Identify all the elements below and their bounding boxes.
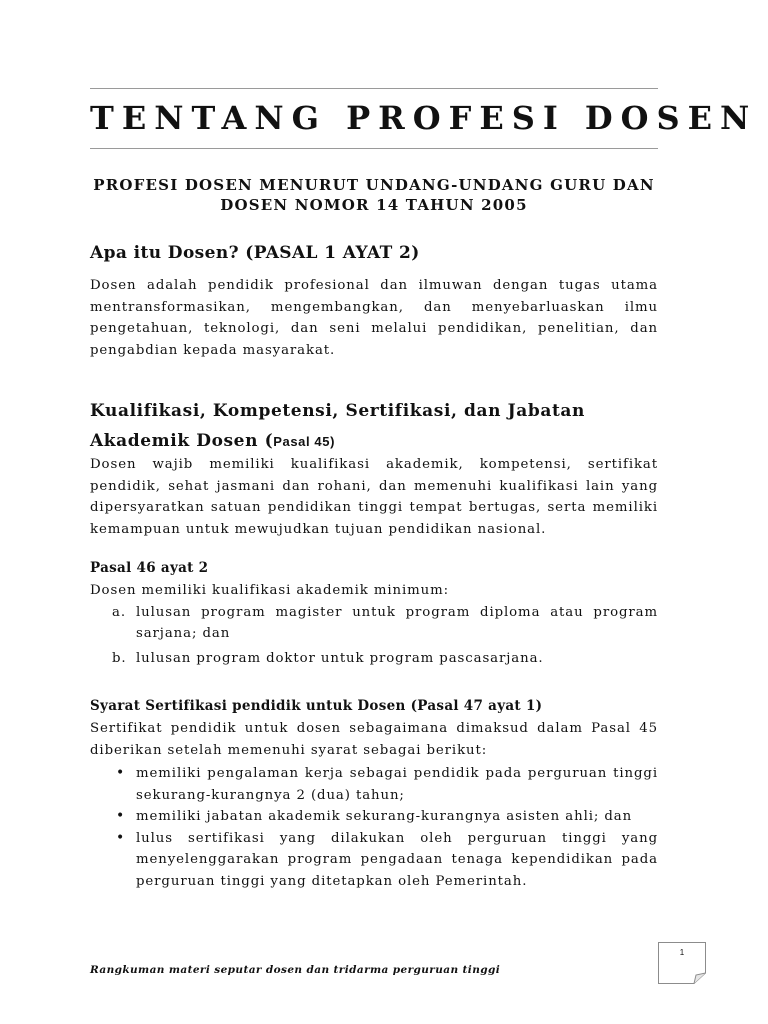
section-kualifikasi-kompetensi	[90, 396, 658, 540]
list-item-text: lulusan program magister untuk program diploma atau program sarjana; dan	[136, 604, 658, 641]
qualification-list	[90, 602, 658, 670]
subtitle-line-2: DOSEN NOMOR 14 TAHUN 2005	[220, 196, 528, 214]
section-paragraph: Dosen adalah pendidik profesional dan ilmuwan dengan tugas utama mentransformasikan, mengembangkan, dan menyebarluaskan ilmu pengetahuan, teknologi, dan seni melalui pendidikan, penelitian, dan pengabdian kepada masyarakat.	[90, 278, 658, 358]
bullet-icon: •	[116, 808, 126, 824]
list-item	[90, 648, 658, 670]
section-heading: Pasal 46 ayat 2	[90, 560, 209, 576]
subtitle-line-1: PROFESI DOSEN MENURUT UNDANG-UNDANG GURU DAN	[93, 176, 655, 194]
document-subtitle	[90, 175, 658, 215]
section-apa-itu-dosen	[90, 240, 658, 361]
requirement-list	[90, 763, 658, 892]
section-intro: Dosen memiliki kualifikasi akademik minimum:	[90, 583, 450, 598]
section-syarat-sertifikasi	[90, 696, 658, 892]
list-item-text: memiliki pengalaman kerja sebagai pendidik pada perguruan tinggi sekurang-kurangnya 2 (dua) tahun;	[136, 766, 658, 803]
title-top-rule	[90, 88, 658, 89]
page-footer: Rangkuman materi seputar dosen dan tridarma perguruan tinggi	[90, 964, 501, 976]
list-item	[90, 828, 658, 893]
page-number-box	[658, 942, 706, 984]
section-heading: Apa itu Dosen? (PASAL 1 AYAT 2)	[90, 243, 420, 263]
list-item	[90, 806, 658, 828]
heading-main-text: Kualifikasi, Kompetensi, Sertifikasi, dan Jabatan Akademik Dosen (	[90, 401, 586, 451]
section-intro: Sertifikat pendidik untuk dosen sebagaimana dimaksud dalam Pasal 45 diberikan setelah memenuhi syarat sebagai berikut:	[90, 721, 658, 758]
list-item-text: lulus sertifikasi yang dilakukan oleh perguruan tinggi yang menyelenggarakan program pengadaan tenaga kependidikan pada perguruan tinggi yang ditetapkan oleh Pemerintah.	[136, 830, 658, 889]
section-paragraph: Dosen wajib memiliki kualifikasi akademik, kompetensi, sertifikat pendidik, sehat jasmani dan rohani, dan memenuhi kualifikasi lain yang dipersyaratkan satuan pendidikan tinggi tempat bertugas, serta memiliki kemampuan untuk mewujudkan tujuan pendidikan nasional.	[90, 457, 658, 537]
section-heading: Syarat Sertifikasi pendidik untuk Dosen (Pasal 47 ayat 1)	[90, 698, 543, 714]
heading-pasal-ref: Pasal 45)	[273, 434, 336, 449]
list-item-text: memiliki jabatan akademik sekurang-kurangnya asisten ahli; dan	[136, 809, 633, 824]
bullet-icon: •	[116, 829, 126, 846]
list-item	[90, 602, 658, 645]
section-heading	[90, 396, 658, 457]
list-marker: a.	[112, 604, 126, 620]
page-title: TENTANG PROFESI DOSEN	[90, 99, 758, 137]
title-bottom-rule	[90, 148, 658, 149]
bullet-icon: •	[116, 765, 126, 781]
list-item	[90, 763, 658, 806]
list-item-text: lulusan program doktor untuk program pascasarjana.	[136, 650, 544, 666]
page-number: 1	[679, 948, 685, 957]
list-marker: b.	[112, 650, 127, 666]
section-pasal-46	[90, 558, 658, 669]
